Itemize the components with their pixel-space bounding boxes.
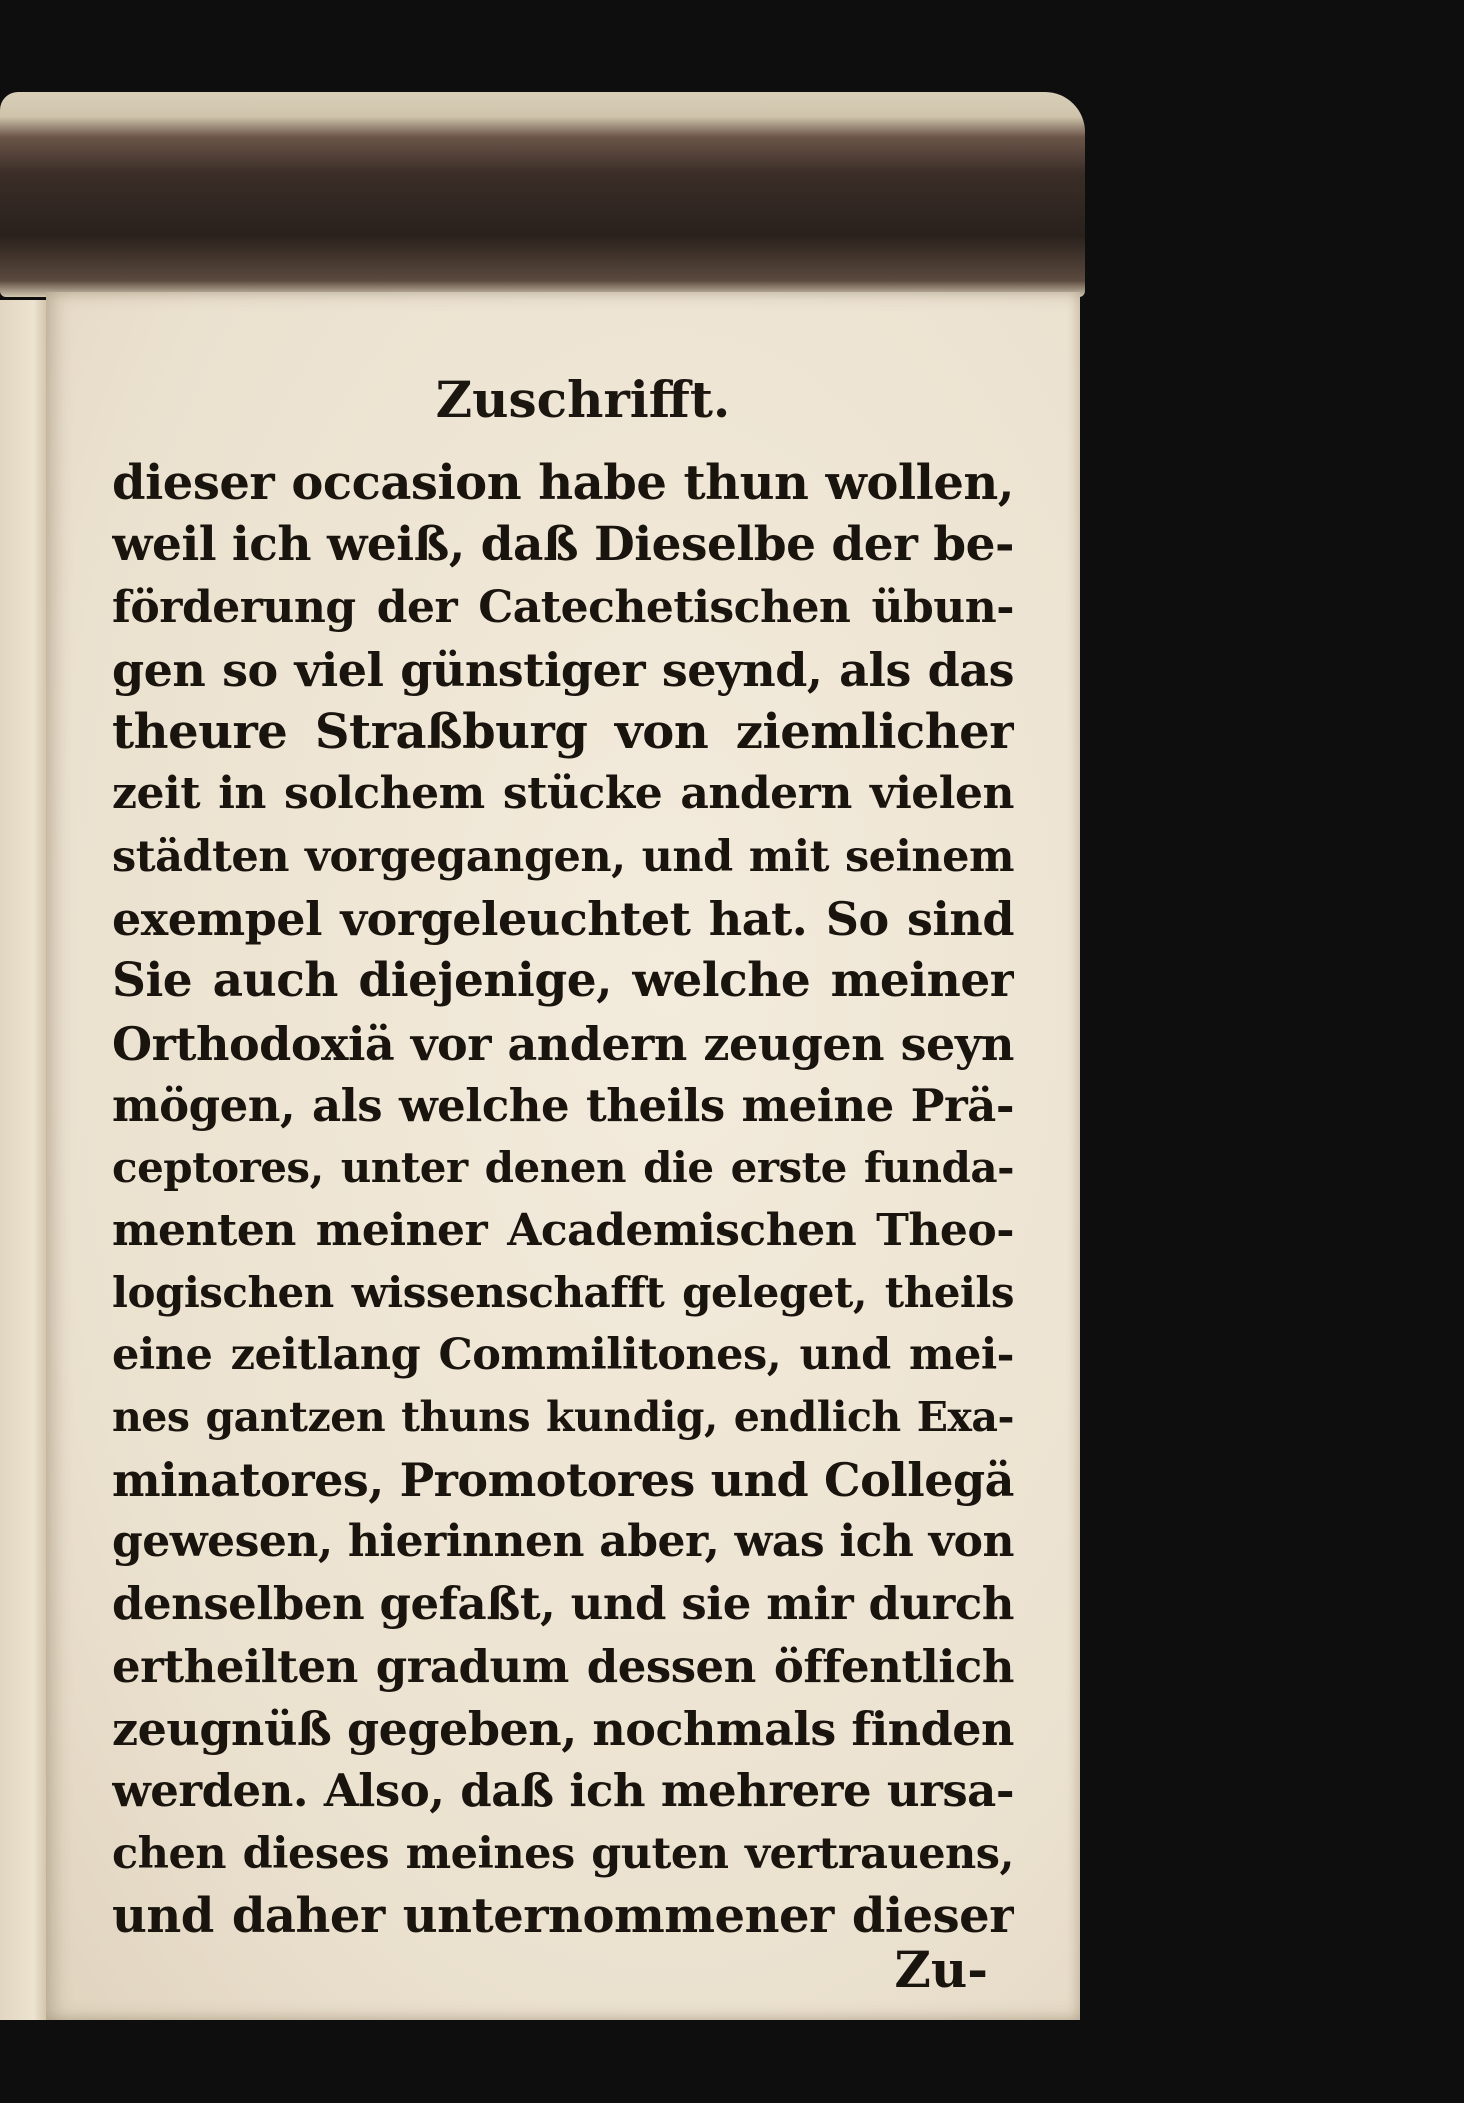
text-line: ertheilten gradum dessen öffentlich — [112, 1639, 1014, 1693]
text-line: förderung der Catechetischen übun- — [112, 581, 1014, 633]
text-line: nes gantzen thuns kundig, endlich Exa- — [112, 1393, 1014, 1442]
book-top-edge — [0, 92, 1085, 297]
text-line: und daher unternommener dieser — [112, 1887, 1014, 1944]
text-line: weil ich weiß, daß Dieselbe der be- — [112, 517, 1014, 573]
text-line: eine zeitlang Commilitones, und mei- — [112, 1330, 1014, 1381]
book-page — [46, 292, 1080, 2020]
text-line: theure Straßburg von ziemlicher — [112, 704, 1014, 761]
left-page-edge — [0, 300, 48, 2020]
text-line: gen so viel günstiger seynd, als das — [112, 642, 1014, 697]
catchword: Zu- — [894, 1940, 988, 1999]
text-line: gewesen, hierinnen aber, was ich von — [112, 1516, 1014, 1568]
body-text — [112, 452, 1014, 1947]
text-line: menten meiner Academischen Theo- — [112, 1204, 1014, 1256]
text-line: mögen, als welche theils meine Prä- — [112, 1078, 1014, 1132]
text-line: zeit in solchem stücke andern vielen — [112, 768, 1014, 820]
text-line: chen dieses meines guten vertrauens, — [112, 1828, 1014, 1879]
text-line: zeugnüß gegeben, nochmals finden — [112, 1701, 1014, 1756]
text-line: denselben gefaßt, und sie mir durch — [112, 1577, 1014, 1631]
text-line: ceptores, unter denen die erste funda- — [112, 1143, 1014, 1193]
running-head: Zuschrifft. — [435, 370, 731, 429]
text-line: exempel vorgeleuchtet hat. So sind — [112, 892, 1014, 947]
text-line: werden. Also, daß ich mehrere ursa- — [112, 1764, 1014, 1818]
text-line: dieser occasion habe thun wollen, — [112, 455, 1014, 511]
text-line: logischen wissenschafft geleget, theils — [112, 1267, 1014, 1317]
text-line: städten vorgegangen, und mit seinem — [112, 831, 1014, 882]
text-line: minatores, Promotores und Collegä — [112, 1452, 1014, 1507]
text-line: Sie auch diejenige, welche meiner — [112, 953, 1014, 1009]
text-line: Orthodoxiä vor andern zeugen seyn — [112, 1016, 1014, 1071]
